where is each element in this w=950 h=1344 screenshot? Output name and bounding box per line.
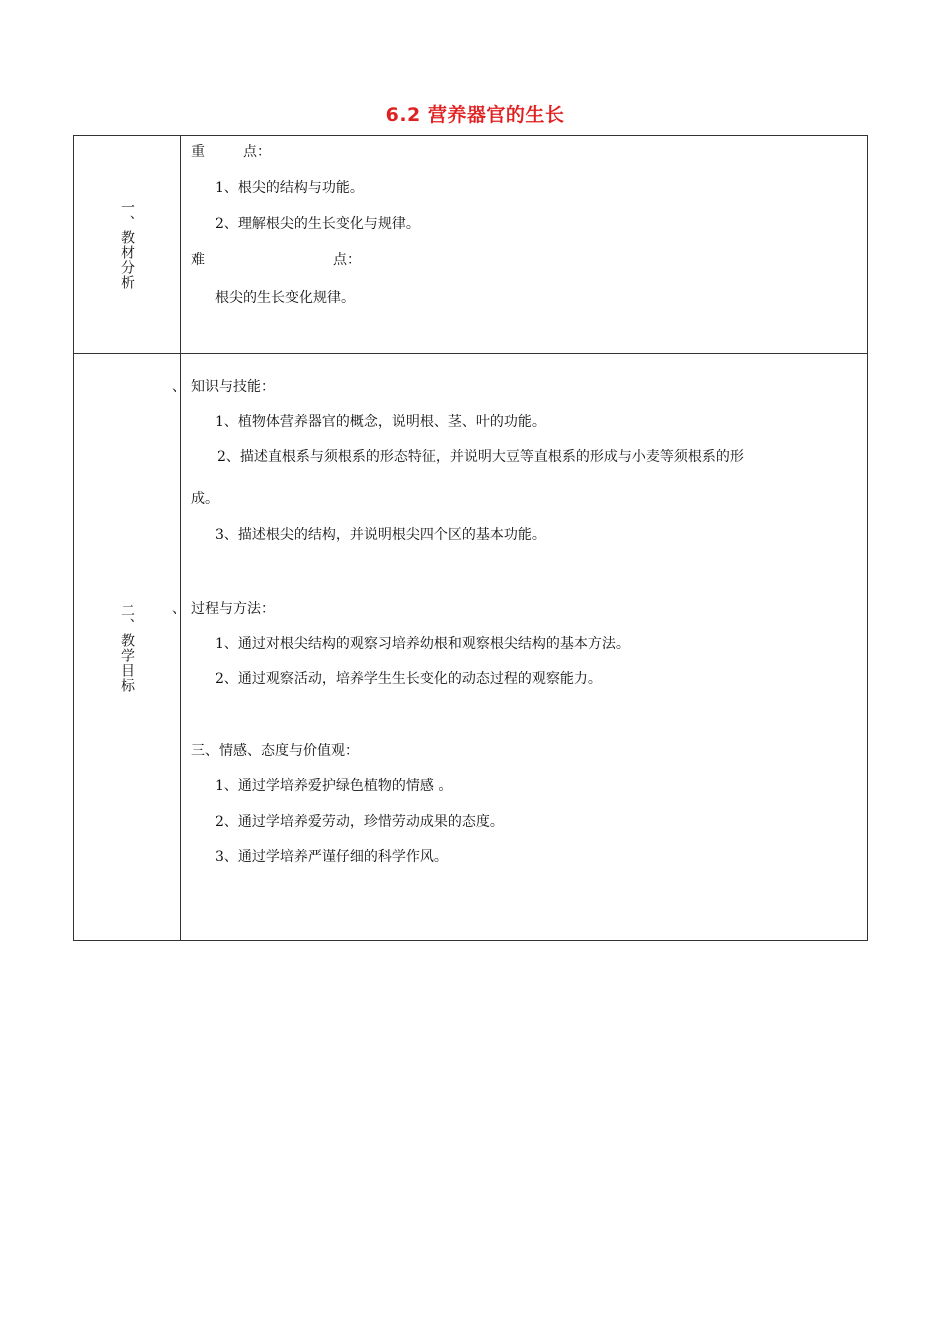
objective-group-title: 过程与方法： bbox=[191, 601, 275, 617]
difficulty-label: 难 bbox=[191, 252, 205, 268]
key-label: 重 bbox=[191, 144, 205, 160]
key-label-suffix: 点： bbox=[243, 144, 271, 160]
objective-group-title: 三、情感、态度与价值观： bbox=[191, 743, 359, 759]
objectives-content bbox=[181, 354, 867, 942]
list-mark: 、 bbox=[172, 379, 186, 395]
objective-item: 2、描述直根系与须根系的形态特征，并说明大豆等直根系的形成与小麦等须根系的形 bbox=[217, 449, 744, 465]
difficulty-point: 根尖的生长变化规律。 bbox=[215, 290, 355, 306]
row-header-objectives bbox=[74, 354, 180, 942]
row-header-objectives-num: 二、 bbox=[119, 603, 135, 633]
list-mark: 、 bbox=[172, 601, 186, 617]
objective-item: 2、通过观察活动，培养学生生长变化的动态过程的观察能力。 bbox=[215, 671, 602, 687]
key-point-item: 2、理解根尖的生长变化与规律。 bbox=[215, 216, 420, 232]
objective-item: 3、通过学培养严谨仔细的科学作风。 bbox=[215, 849, 448, 865]
objective-item: 1、植物体营养器官的概念，说明根、茎、叶的功能。 bbox=[215, 414, 546, 430]
lesson-table bbox=[73, 135, 868, 941]
objective-item: 成。 bbox=[191, 491, 219, 507]
row-header-materials-text: 教材分析 bbox=[119, 229, 135, 290]
page-title: 6.2 营养器官的生长 bbox=[385, 104, 565, 126]
difficulty-label-suffix: 点： bbox=[333, 252, 361, 268]
row-header-materials bbox=[74, 136, 180, 353]
materials-content bbox=[181, 136, 867, 353]
row-header-objectives-text: 教学目标 bbox=[119, 633, 135, 693]
row-header-materials-num: 一、 bbox=[119, 199, 135, 230]
objective-item: 2、通过学培养爱劳动，珍惜劳动成果的态度。 bbox=[215, 814, 504, 830]
objective-group-title: 知识与技能： bbox=[191, 379, 275, 395]
objective-item: 1、通过学培养爱护绿色植物的情感 。 bbox=[215, 778, 453, 794]
objective-item: 1、通过对根尖结构的观察习培养幼根和观察根尖结构的基本方法。 bbox=[215, 636, 630, 652]
objective-item: 3、描述根尖的结构，并说明根尖四个区的基本功能。 bbox=[215, 527, 546, 543]
key-point-item: 1、根尖的结构与功能。 bbox=[215, 180, 364, 196]
